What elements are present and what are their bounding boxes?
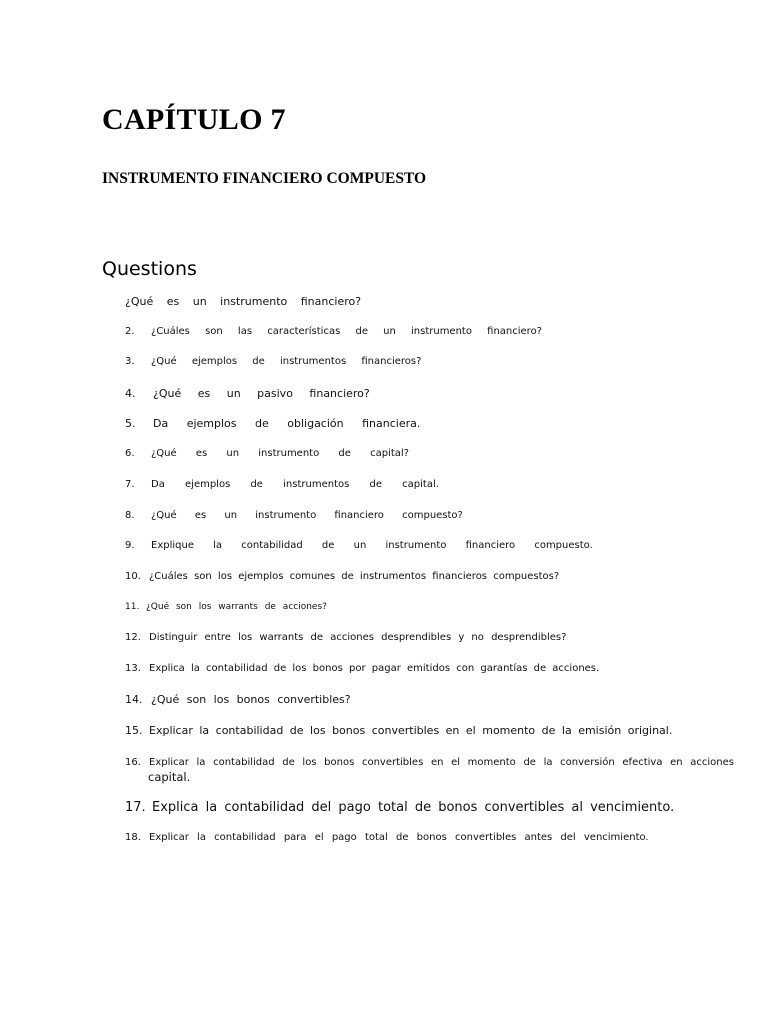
question-number: 15. [125,724,146,737]
question-text: Explicar la contabilidad de los bonos convertibles en el momento de la conversión efectiva en acciones [149,757,734,768]
question-text-continuation: capital. [148,770,191,784]
question-text: ¿Qué son los bonos convertibles? [151,693,351,706]
question-text: Explicar la contabilidad de los bonos convertibles en el momento de la emisión original. [149,724,673,737]
question-item [125,356,734,367]
question-item [125,479,734,490]
question-text: Da ejemplos de obligación financiera. [153,417,421,430]
section-heading: Questions [102,258,197,280]
question-item [125,326,734,337]
question-text: Distinguir entre los warrants de acciones desprendibles y no desprendibles? [149,632,567,643]
question-number: 4. [125,387,139,400]
question-number: 6. [125,448,138,459]
question-number: 7. [125,479,138,490]
question-number: 9. [125,540,138,551]
question-number: 5. [125,417,139,430]
question-item [125,571,734,582]
question-item [125,693,734,706]
chapter-subtitle: INSTRUMENTO FINANCIERO COMPUESTO [102,170,427,187]
question-item [125,724,734,737]
question-number: 14. [125,693,146,706]
question-item [125,663,734,674]
question-item [125,632,734,643]
question-number: 10. [125,571,145,582]
question-number: 2. [125,326,138,337]
question-text: Explicar la contabilidad para el pago total de bonos convertibles antes del vencimiento. [149,832,649,843]
question-number: 13. [125,663,145,674]
question-text: ¿Qué es un instrumento financiero compuesto? [151,510,463,521]
question-item [125,540,734,551]
question-item [125,295,734,308]
question-text: ¿Qué es un instrumento financiero? [125,295,362,308]
question-item [125,800,734,815]
chapter-title: CAPÍTULO 7 [102,103,286,136]
question-text: Explica la contabilidad del pago total de bonos convertibles al vencimiento. [152,800,675,815]
question-item [125,448,734,459]
question-item [125,832,734,843]
question-number: 16. [125,757,149,768]
question-number: 17. [125,800,150,815]
question-text: ¿Cuáles son las características de un instrumento financiero? [151,326,542,337]
question-text: Da ejemplos de instrumentos de capital. [151,479,439,490]
question-number: 8. [125,510,138,521]
question-number: 11. [125,602,143,612]
question-item [125,417,734,430]
question-item [125,387,734,400]
question-text: Explique la contabilidad de un instrumento financiero compuesto. [151,540,593,551]
question-item [125,602,734,612]
question-number: 18. [125,832,145,843]
question-text: ¿Qué son los warrants de acciones? [146,602,327,612]
question-text: Explica la contabilidad de los bonos por pagar emitidos con garantías de acciones. [149,663,600,674]
question-number: 12. [125,632,145,643]
question-number: 3. [125,356,138,367]
question-item [125,510,734,521]
question-text: ¿Qué es un instrumento de capital? [151,448,409,459]
question-text: ¿Qué ejemplos de instrumentos financieros? [151,356,422,367]
question-text: ¿Cuáles son los ejemplos comunes de instrumentos financieros compuestos? [149,571,560,582]
question-text: ¿Qué es un pasivo financiero? [153,387,370,400]
question-item [125,755,734,785]
